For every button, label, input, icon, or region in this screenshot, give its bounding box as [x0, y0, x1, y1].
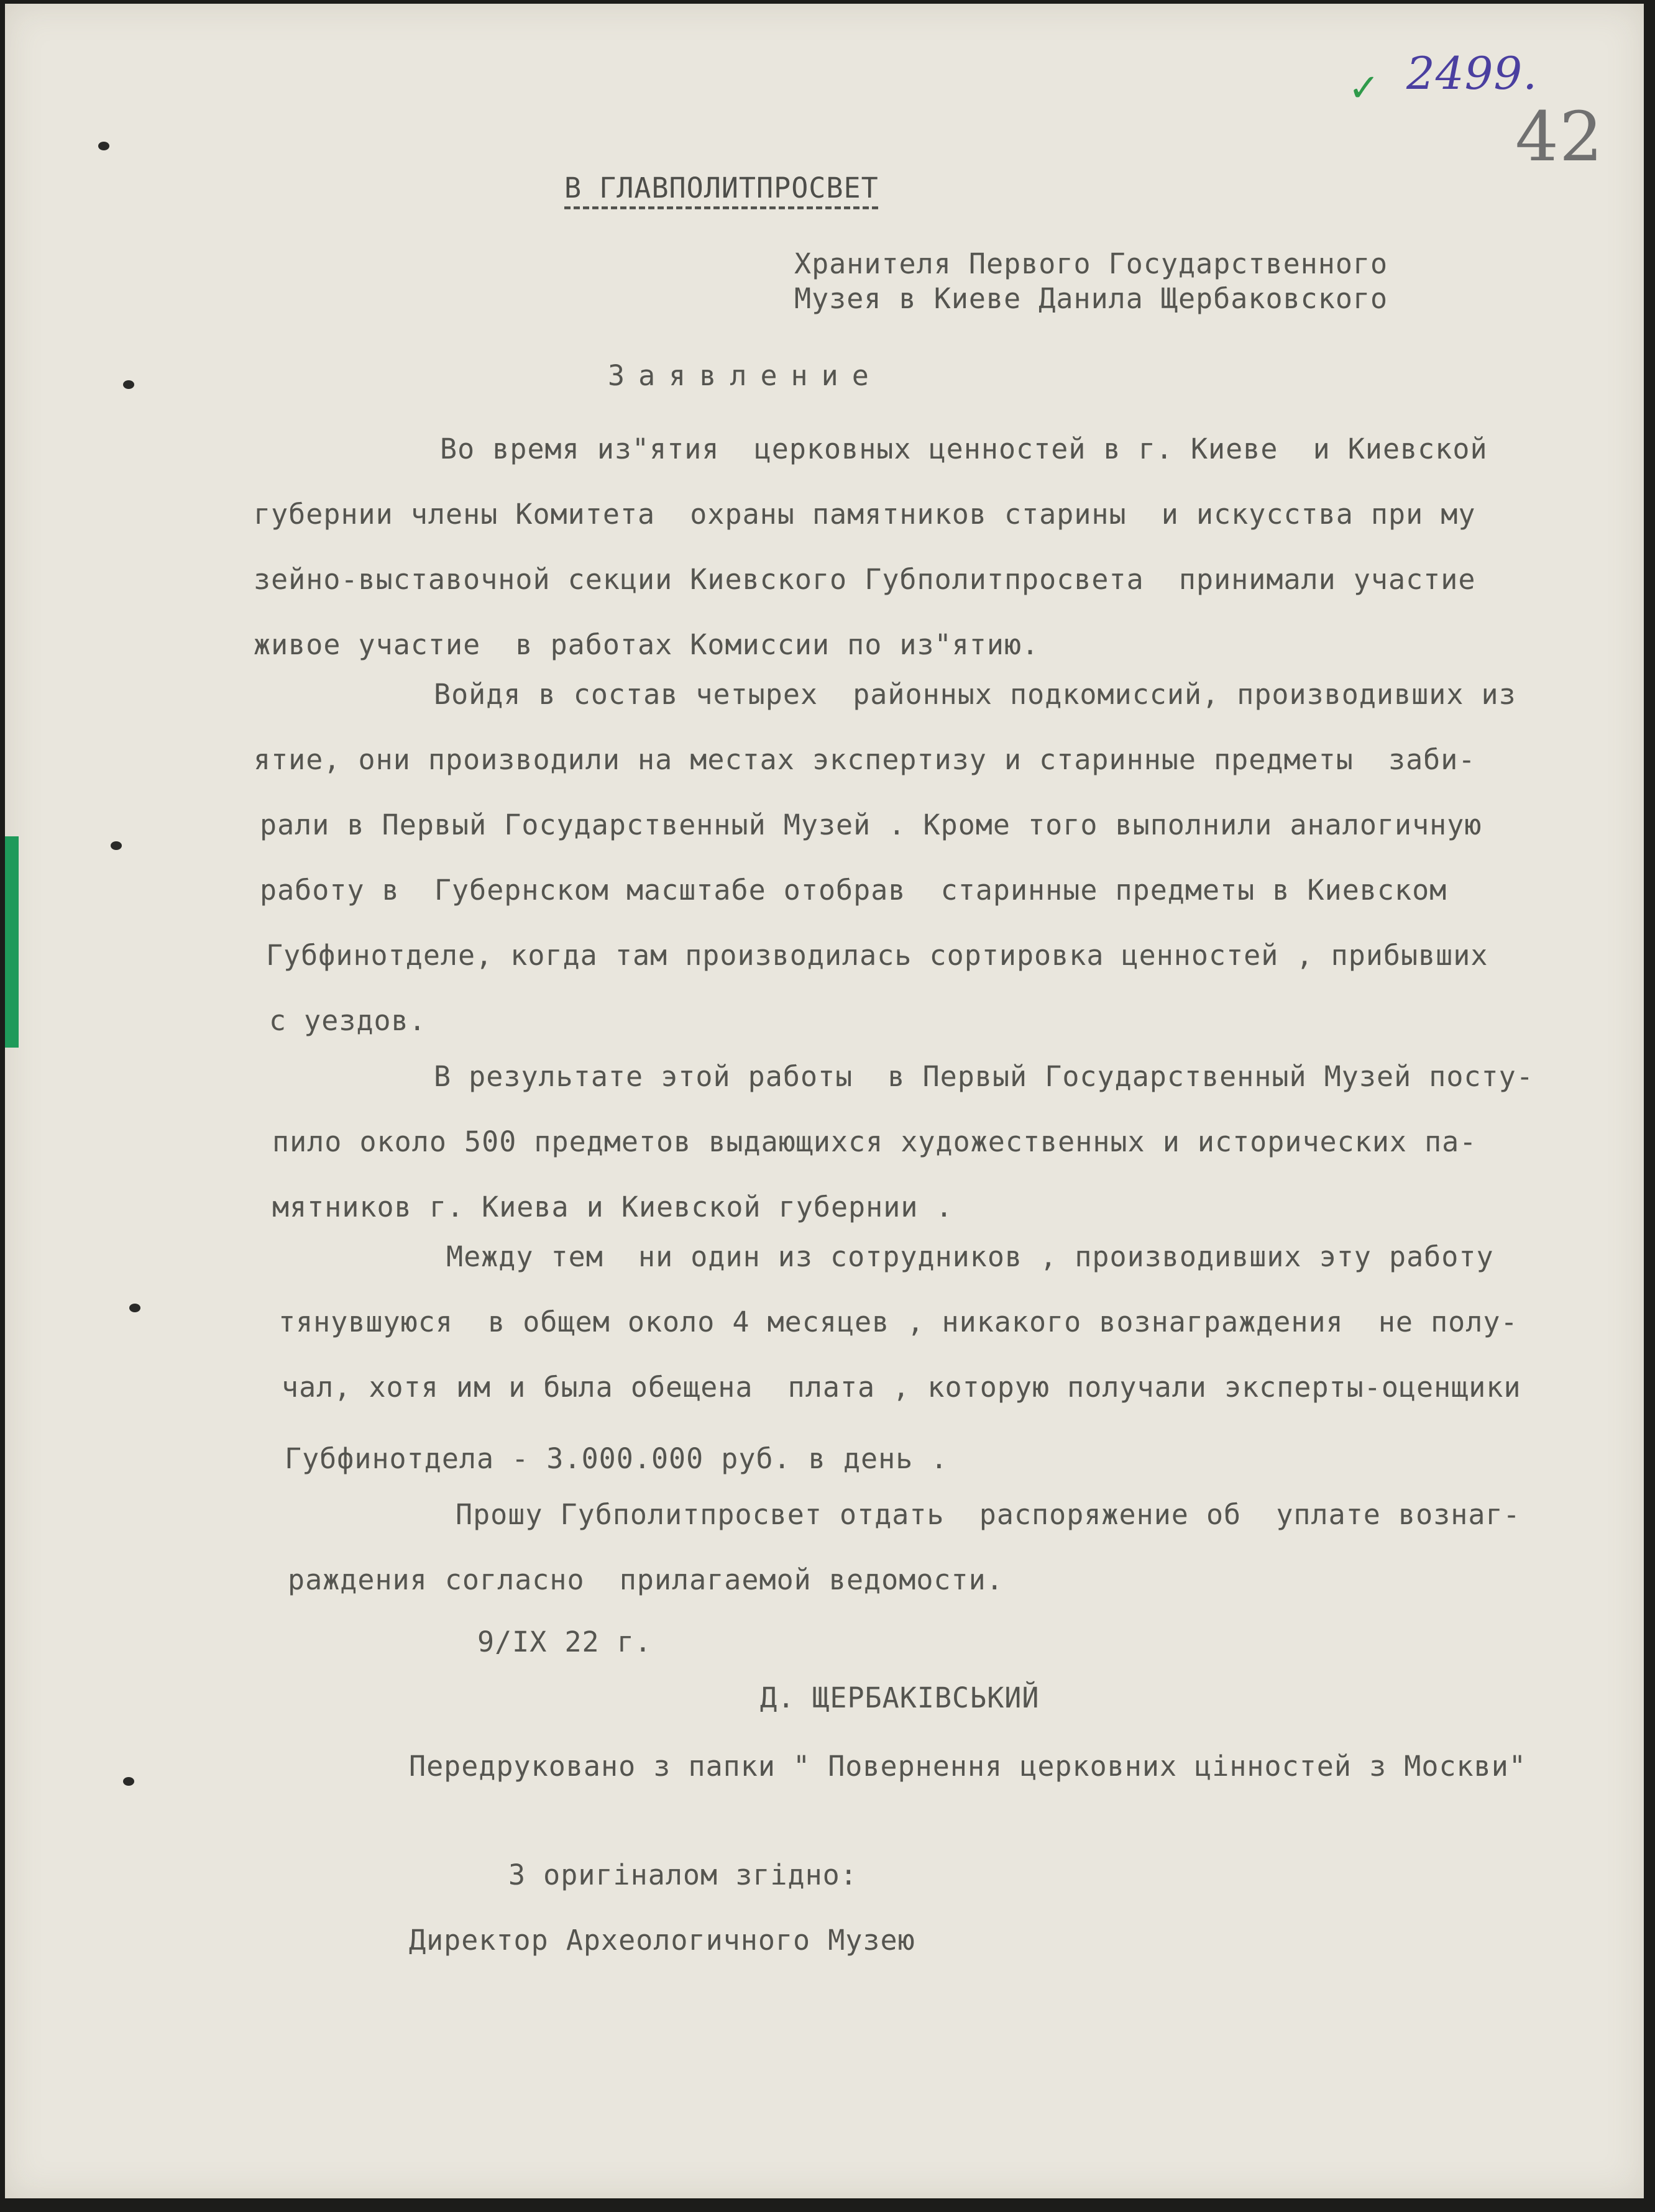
sheet-number: 42: [1515, 97, 1603, 176]
green-tab: [5, 836, 19, 1048]
body-line: раждения согласно прилагаемой ведомости.: [288, 1563, 1004, 1596]
body-line: Между тем ни один из сотрудников , производивших эту работу: [446, 1240, 1494, 1273]
document-page: [5, 4, 1644, 2198]
body-line: рали в Первый Государственный Музей . Кроме того выполнили аналогичную: [260, 808, 1482, 841]
signature: Д. ЩЕРБАКІВСЬКИЙ: [760, 1681, 1040, 1714]
body-line: Прошу Губполитпросвет отдать распоряжение об уплате вознаг-: [456, 1498, 1521, 1531]
body-line: чал, хотя им и была обещена плата , которую получали эксперты-оценщики: [282, 1371, 1521, 1404]
body-line: работу в Губернском масштабе отобрав старинные предметы в Киевском: [260, 874, 1447, 907]
body-line: тянувшуюся в общем около 4 месяцев , никакого вознаграждения не полу-: [278, 1305, 1518, 1338]
certifier: Директор Археологичного Музею: [409, 1924, 915, 1957]
sender-line-1: Хранителя Первого Государственного: [794, 247, 1388, 280]
document-title: Заявление: [608, 359, 883, 392]
sender-line-2: Музея в Киеве Данила Щербаковского: [794, 282, 1388, 315]
body-line: мятников г. Киева и Киевской губернии .: [272, 1191, 953, 1223]
body-line: пило около 500 предметов выдающихся художественных и исторических па-: [272, 1125, 1477, 1158]
certification: З оригіналом згідно:: [508, 1858, 858, 1891]
reprint-note: Передруковано з папки " Повернення церковних цінностей з Москви": [409, 1750, 1526, 1783]
addressee: В ГЛАВПОЛИТПРОСВЕТ: [564, 171, 879, 204]
check-mark-icon: ✓: [1350, 61, 1378, 112]
body-line: с уездов.: [269, 1004, 426, 1037]
body-line: ятие, они производили на местах экспертизу и старинные предметы заби-: [254, 743, 1476, 776]
body-line: живое участие в работах Комиссии по из"ятию.: [254, 628, 1040, 661]
body-line: зейно-выставочной секции Киевского Губполитпросвета принимали участие: [254, 563, 1476, 596]
body-line: губернии члены Комитета охраны памятников старины и искусства при му: [254, 498, 1476, 531]
document-date: 9/IX 22 г.: [477, 1625, 652, 1658]
body-line: В результате этой работы в Первый Государственный Музей посту-: [434, 1060, 1534, 1093]
body-line: Войдя в состав четырех районных подкомиссий, производивших из: [434, 678, 1516, 711]
body-line: Во время из"ятия церковных ценностей в г. Киеве и Киевской: [440, 432, 1488, 465]
body-line: Губфинотделе, когда там производилась сортировка ценностей , прибывших: [266, 939, 1488, 972]
registration-number: 2499.: [1406, 47, 1538, 99]
body-line: Губфинотдела - 3.000.000 руб. в день .: [285, 1442, 948, 1475]
